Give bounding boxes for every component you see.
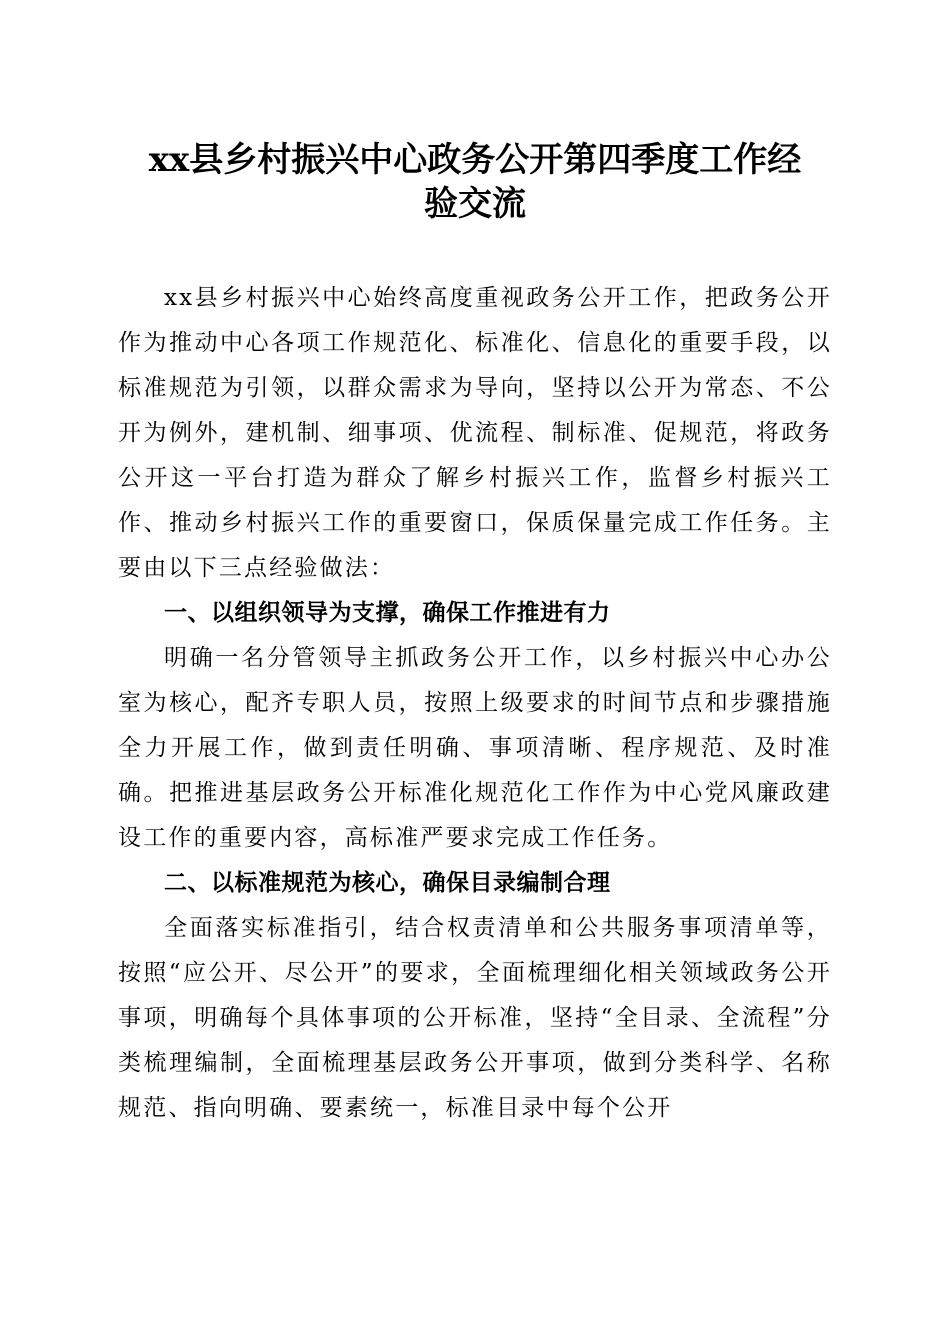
- document-title: [110, 138, 840, 226]
- title-line-1: xx县乡村振兴中心政务公开第四季度工作经: [148, 140, 802, 180]
- section-paragraph-2: 全面落实标准指引，结合权责清单和公共服务事项清单等，按照“应公开、尽公开”的要求，全面梳理细化相关领域政务公开事项，明确每个具体事项的公开标准，坚持“全目录、全流程”分类梳理编制，全面梳理基层政务公开事项，做到分类科学、名称规范、指向明确、要素统一，标准目录中每个公开: [118, 915, 832, 1121]
- intro-paragraph: xx县乡村振兴中心始终高度重视政务公开工作，把政务公开作为推动中心各项工作规范化、标准化、信息化的重要手段，以标准规范为引领，以群众需求为导向，坚持以公开为常态、不公开为例外，建机制、细事项、优流程、制标准、促规范，将政务公开这一平台打造为群众了解乡村振兴工作，监督乡村振兴工作、推动乡村振兴工作的重要窗口，保质保量完成工作任务。主要由以下三点经验做法：: [118, 285, 832, 581]
- document-body: [118, 276, 832, 1131]
- section-paragraph-1: 明确一名分管领导主抓政务公开工作，以乡村振兴中心办公室为核心，配齐专职人员，按照上级要求的时间节点和步骤措施全力开展工作，做到责任明确、事项清晰、程序规范、及时准确。把推进基层政务公开标准化规范化工作作为中心党风廉政建设工作的重要内容，高标准严要求完成工作任务。: [118, 645, 832, 851]
- section-heading-1: 一、以组织领导为支撑，确保工作推进有力: [164, 600, 611, 626]
- section-heading-2: 二、以标准规范为核心，确保目录编制合理: [164, 870, 611, 896]
- title-line-2: 验交流: [424, 184, 526, 224]
